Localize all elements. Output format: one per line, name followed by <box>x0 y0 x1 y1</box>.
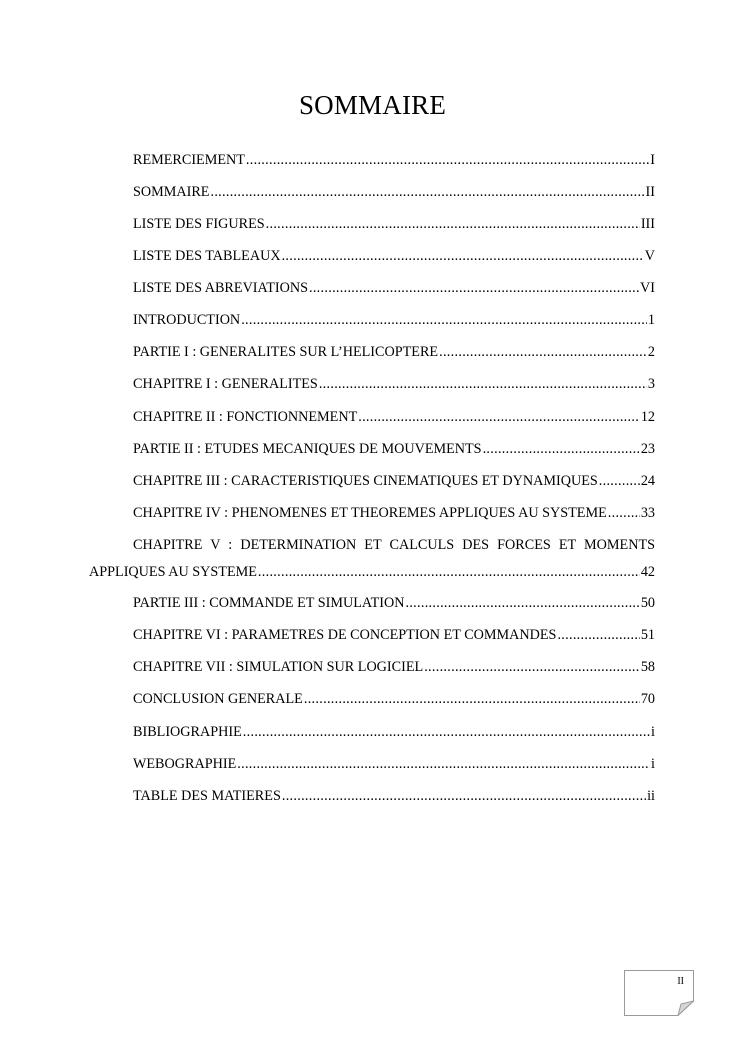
toc-entry-label: PARTIE III : COMMANDE ET SIMULATION <box>133 595 405 611</box>
toc-entry-page: VI <box>640 280 655 296</box>
toc-leader-dots <box>309 278 639 298</box>
toc-entry-page: 58 <box>640 659 655 675</box>
page-number-box <box>624 970 694 1016</box>
toc-entry-label-continued: APPLIQUES AU SYSTEME <box>89 564 257 580</box>
toc-entry-label: LISTE DES ABREVIATIONS <box>133 280 308 296</box>
toc-leader-dots <box>210 182 644 202</box>
toc-entry[interactable] <box>133 214 655 234</box>
toc-entry-page: 42 <box>640 564 655 580</box>
toc-entry-label: CONCLUSION GENERALE <box>133 691 303 707</box>
toc-entry-page: 3 <box>647 376 655 392</box>
toc-entry-label: BIBLIOGRAPHIE <box>133 724 242 740</box>
toc-leader-dots <box>241 310 647 330</box>
toc-entry-page: 1 <box>647 312 655 328</box>
toc-entry-page: 70 <box>640 691 655 707</box>
toc-leader-dots <box>405 593 639 613</box>
toc-entry-long-line1[interactable] <box>133 535 655 555</box>
toc-entry-page: 24 <box>640 473 655 489</box>
toc-entry[interactable] <box>133 342 655 362</box>
toc-entry-label: PARTIE II : ETUDES MECANIQUES DE MOUVEMENTS <box>133 441 482 457</box>
toc-leader-dots <box>282 246 644 266</box>
toc-entry-page: 2 <box>647 344 655 360</box>
toc-entry[interactable] <box>133 593 655 613</box>
toc-leader-dots <box>358 407 640 427</box>
toc-entry[interactable] <box>133 754 655 774</box>
toc-entry-label: REMERCIEMENT <box>133 152 245 168</box>
toc-entry[interactable] <box>133 657 655 677</box>
toc-leader-dots <box>483 439 640 459</box>
toc-entry-label: TABLE DES MATIERES <box>133 788 281 804</box>
toc-entry-label: SOMMAIRE <box>133 184 210 200</box>
toc-entry-label: WEBOGRAPHIE <box>133 756 237 772</box>
toc-entry-page: II <box>645 184 655 200</box>
toc-leader-dots <box>258 562 640 582</box>
toc-leader-dots <box>557 625 639 645</box>
toc-entry[interactable] <box>133 625 655 645</box>
toc-entry-label: CHAPITRE III : CARACTERISTIQUES CINEMATIQUES ET DYNAMIQUES <box>133 473 598 489</box>
toc-entry-label: LISTE DES TABLEAUX <box>133 248 281 264</box>
toc-entry-page: ii <box>647 788 655 804</box>
toc-entry[interactable] <box>133 278 655 298</box>
toc-entry-label: CHAPITRE IV : PHENOMENES ET THEOREMES APPLIQUES AU SYSTEME <box>133 505 607 521</box>
toc-leader-dots <box>243 722 650 742</box>
page-number: II <box>677 976 684 987</box>
page-title: SOMMAIRE <box>298 90 447 120</box>
toc-entry-long-line2[interactable] <box>89 562 655 582</box>
toc-entry[interactable] <box>133 503 655 523</box>
toc-entry[interactable] <box>133 689 655 709</box>
toc-leader-dots <box>608 503 640 523</box>
toc-leader-dots <box>319 374 647 394</box>
toc-entry[interactable] <box>133 374 655 394</box>
toc-entry[interactable] <box>133 471 655 491</box>
toc-entry[interactable] <box>133 439 655 459</box>
toc-leader-dots <box>599 471 640 491</box>
toc-entry[interactable] <box>133 182 655 202</box>
toc-entry[interactable] <box>133 246 655 266</box>
toc-leader-dots <box>282 786 646 806</box>
toc-entry-page: III <box>640 216 655 232</box>
toc-entry-label: CHAPITRE V : DETERMINATION ET CALCULS DES FORCES ET MOMENTS <box>133 537 655 553</box>
toc-entry-label: LISTE DES FIGURES <box>133 216 265 232</box>
toc-entry-label: CHAPITRE I : GENERALITES <box>133 376 318 392</box>
toc-entry-label: PARTIE I : GENERALITES SUR L’HELICOPTERE <box>133 344 439 360</box>
toc-leader-dots <box>266 214 640 234</box>
toc-entry-label: CHAPITRE VI : PARAMETRES DE CONCEPTION ET COMMANDES <box>133 627 557 643</box>
toc-leader-dots <box>246 150 649 170</box>
toc-entry-page: I <box>650 152 655 168</box>
toc-entry-page: i <box>651 756 655 772</box>
toc-entry[interactable] <box>133 310 655 330</box>
toc-entry-page: 23 <box>640 441 655 457</box>
toc-leader-dots <box>439 342 647 362</box>
toc-entry-page: V <box>644 248 655 264</box>
toc-entry-label: CHAPITRE VII : SIMULATION SUR LOGICIEL <box>133 659 424 675</box>
toc-entry[interactable] <box>133 786 655 806</box>
toc-leader-dots <box>304 689 640 709</box>
toc-entry[interactable] <box>133 722 655 742</box>
toc-entry-page: 33 <box>640 505 655 521</box>
toc-entry-page: 50 <box>640 595 655 611</box>
toc-entry-page: i <box>651 724 655 740</box>
toc-entry[interactable] <box>133 407 655 427</box>
toc-entry-label: CHAPITRE II : FONCTIONNEMENT <box>133 409 358 425</box>
toc-leader-dots <box>424 657 640 677</box>
toc-entry[interactable] <box>133 150 655 170</box>
toc-entry-label: INTRODUCTION <box>133 312 241 328</box>
toc-leader-dots <box>237 754 650 774</box>
toc-entry-page: 12 <box>640 409 655 425</box>
toc-entry-page: 51 <box>640 627 655 643</box>
